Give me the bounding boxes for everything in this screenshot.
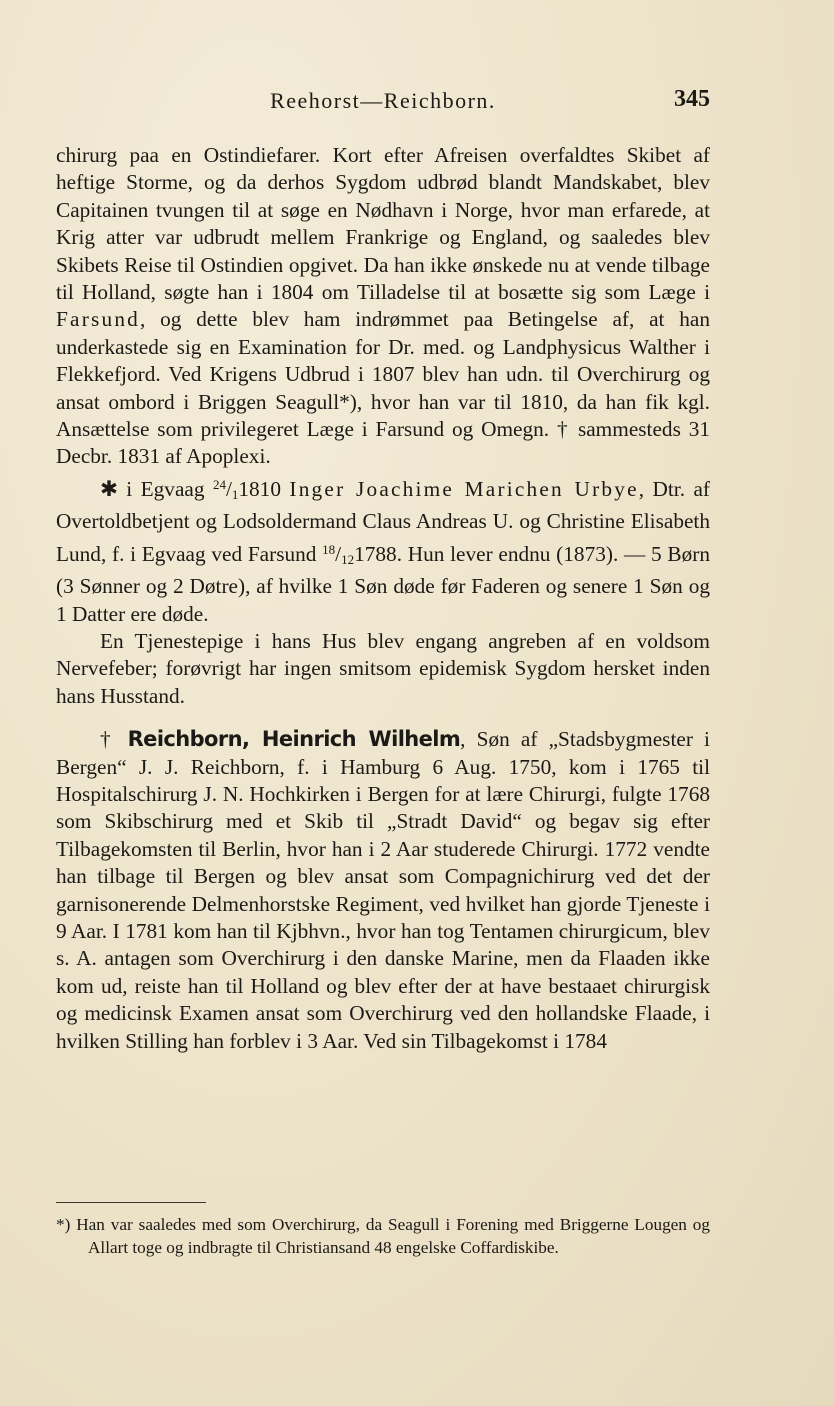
date-fraction: $^{18}/_{12}$ xyxy=(322,541,355,567)
paragraph-household: En Tjenestepige i hans Hus blev engang angreben af en voldsom Nervefeber; forøvrigt har ingen smitsom epidemisk Sygdom hersket inden hans Husstand. xyxy=(56,628,710,708)
date-month: 12 xyxy=(341,551,355,567)
dagger-icon: † xyxy=(100,727,128,752)
entry-reichborn xyxy=(56,726,710,1055)
text-run: , og dette blev ham indrømmet paa Betingelse af, at han underkastede sig en Examination for Dr. med. og Landphysicus Walther i Flekkefjord. Ved Krigens Udbrud i 1807 blev han udn. til Overchirurg og ansat ombord i Briggen Seagull*), hvor han var til 1810, da han fik kgl. Ansættelse som privilegeret Læge i Farsund og Omegn. † sammesteds 31 Decbr. 1831 af Apoplexi. xyxy=(56,307,710,469)
text-run: , Søn af „Stadsbygmester i Bergen“ J. J. Reichborn, f. i Hamburg 6 Aug. 1750, kom i 1765 til Hospitalschirurg J. N. Hochkirken i Bergen for at lære Chirurgi, fulgte 1768 som Skibschirurg med et Skib til „Stradt David“ og begav sig efter Tilbagekomsten til Berlin, hvor han i 2 Aar studerede Chirurgi. 1772 vendte han tilbage til Bergen og blev ansat som Compagnichirurg ved det der garnisonerende Delmenhorstske Regiment, ved hvilket han gjorde Tjeneste i 9 Aar. I 1781 kom han til Kjbhvn., hvor han tog Tentamen chirurgicum, blev s. A. antagen som Overchirurg i den danske Marine, men da Flaaden ikke kom ud, reiste han til Holland og blev efter der at have bestaaet chirurgisk og medicinsk Examen ansat som Overchirurg ved den hollandske Flaade, i hvilken Stilling han forblev i 3 Aar. Ved sin Tilbagekomst i 1784 xyxy=(56,727,710,1053)
text-run: chirurg paa en Ostindiefarer. Kort efter Afreisen overfaldtes Skibet af heftige Storme, og da derhos Sygdom udbrød blandt Mandskabet, blev Capitainen tvungen til at søge en Nødhavn i Norge, hvor man erfarede, at Krig atter var udbrudt mellem Frankrige og England, og saaledes blev Skibets Reise til Ostindien opgivet. Da han ikke ønskede nu at vende tilbage til Holland, søgte han i 1804 om Tilladelse til at bosætte sig som Læge i xyxy=(56,143,710,305)
page-number: 345 xyxy=(674,86,710,112)
running-title: Reehorst—Reichborn. xyxy=(270,88,496,113)
spouse-name: Inger Joachime Marichen Urbye xyxy=(289,476,639,501)
date-year: 1810 xyxy=(238,476,290,501)
text-run: ✱ i Egvaag xyxy=(100,476,213,501)
date-fraction: $^{24}/_1$ xyxy=(212,476,239,502)
paragraph-marriage xyxy=(56,471,710,628)
date-day: 24 xyxy=(212,476,226,492)
main-text xyxy=(56,142,710,1055)
date-month: 1 xyxy=(231,486,239,502)
text-run: , Dtr. af Overtoldbetjent og Lodsoldermand Claus Andreas U. og Christine Elisabeth Lund, f. i Egvaag ved Farsund xyxy=(56,476,711,566)
footnote xyxy=(56,1214,710,1260)
footnote-divider xyxy=(56,1202,206,1203)
date-day: 18 xyxy=(322,541,336,557)
footnote-text: *) Han var saaledes med som Overchirurg, da Seagull i Forening med Briggerne Lougen og Allart toge og indbragte til Christiansand 48 engelske Coffardiskibe. xyxy=(56,1215,710,1257)
headword: Reichborn, Heinrich Wilhelm xyxy=(127,727,461,752)
place-name: Farsund xyxy=(56,307,141,332)
text-run: . Hun lever endnu (1873). — 5 Børn (3 Sønner og 2 Døtre), af hvilke 1 Søn døde før Faderen og senere 1 Søn og 1 Datter ere døde. xyxy=(56,541,710,626)
date-year: 1788 xyxy=(354,541,397,566)
paragraph-continuation xyxy=(56,142,710,471)
running-head xyxy=(56,88,710,118)
